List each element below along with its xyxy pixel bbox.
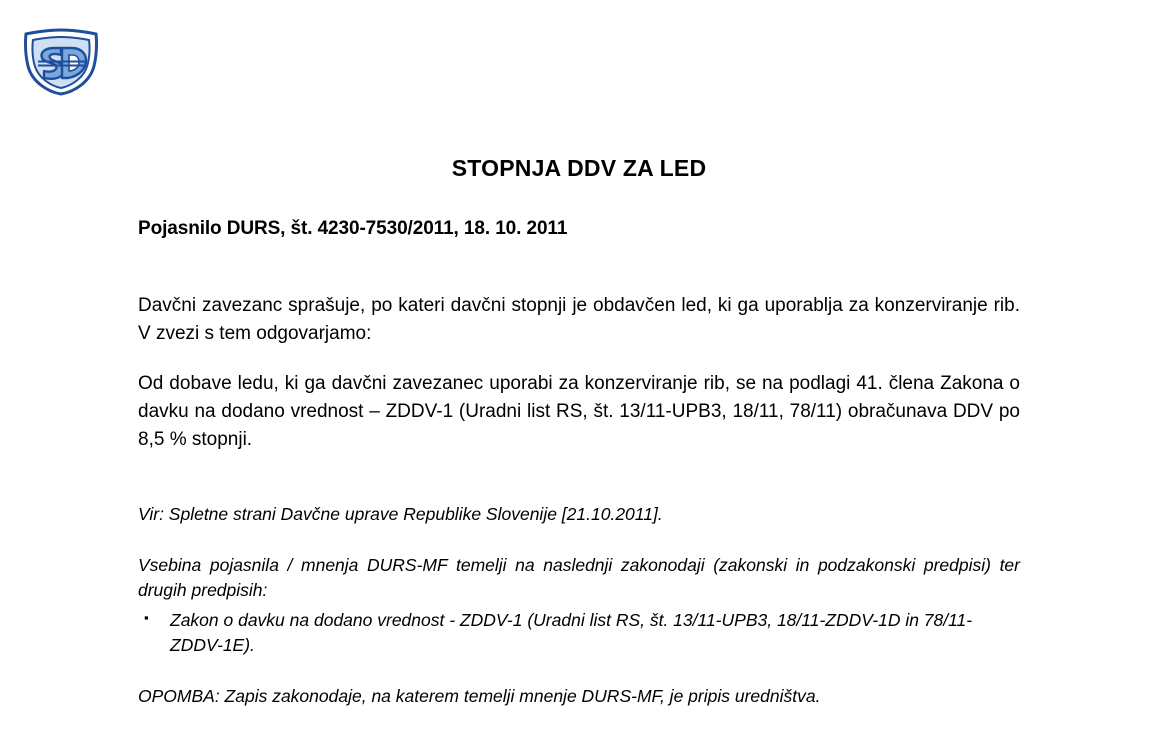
document-reference-subtitle: Pojasnilo DURS, št. 4230-7530/2011, 18. 10. 2011 [138,218,568,239]
paragraph-question: Davčni zavezanc sprašuje, po kateri davčni stopnji je obdavčen led, ki ga uporablja za konzerviranje rib. V zvezi s tem odgovarjamo: [138,295,1020,344]
bullet-icon: ▪ [144,609,149,625]
list-item [138,608,1020,659]
source-note: Vir: Spletne strani Davčne uprave Republike Slovenije [21.10.2011]. [138,503,663,524]
durs-shield-logo [18,28,104,96]
list-item-label: Zakon o davku na dodano vrednost - ZDDV-1 (Uradni list RS, št. 13/11-UPB3, 18/11-ZDDV-1D in 78/11-ZDDV-1E). [170,609,973,656]
legal-basis-list [138,608,1020,659]
page-title: STOPNJA DDV ZA LED [451,155,707,181]
remark-note: OPOMBA: Zapis zakonodaje, na katerem temelji mnenje DURS-MF, je pripis uredništva. [138,686,821,707]
legal-basis-intro: Vsebina pojasnila / mnenja DURS-MF temelji na naslednji zakonodaji (zakonski in podzakonski predpisi) ter drugih predpisih: [138,554,1020,601]
document-body [138,155,1020,710]
paragraph-answer: Od dobave ledu, ki ga davčni zavezanec uporabi za konzerviranje rib, se na podlagi 41. člena Zakona o davku na dodano vrednost – ZDDV-1 (Uradni list RS, št. 13/11-UPB3, 18/11, 78/11) obračunava DDV po 8,5 % stopnji. [138,372,1020,450]
